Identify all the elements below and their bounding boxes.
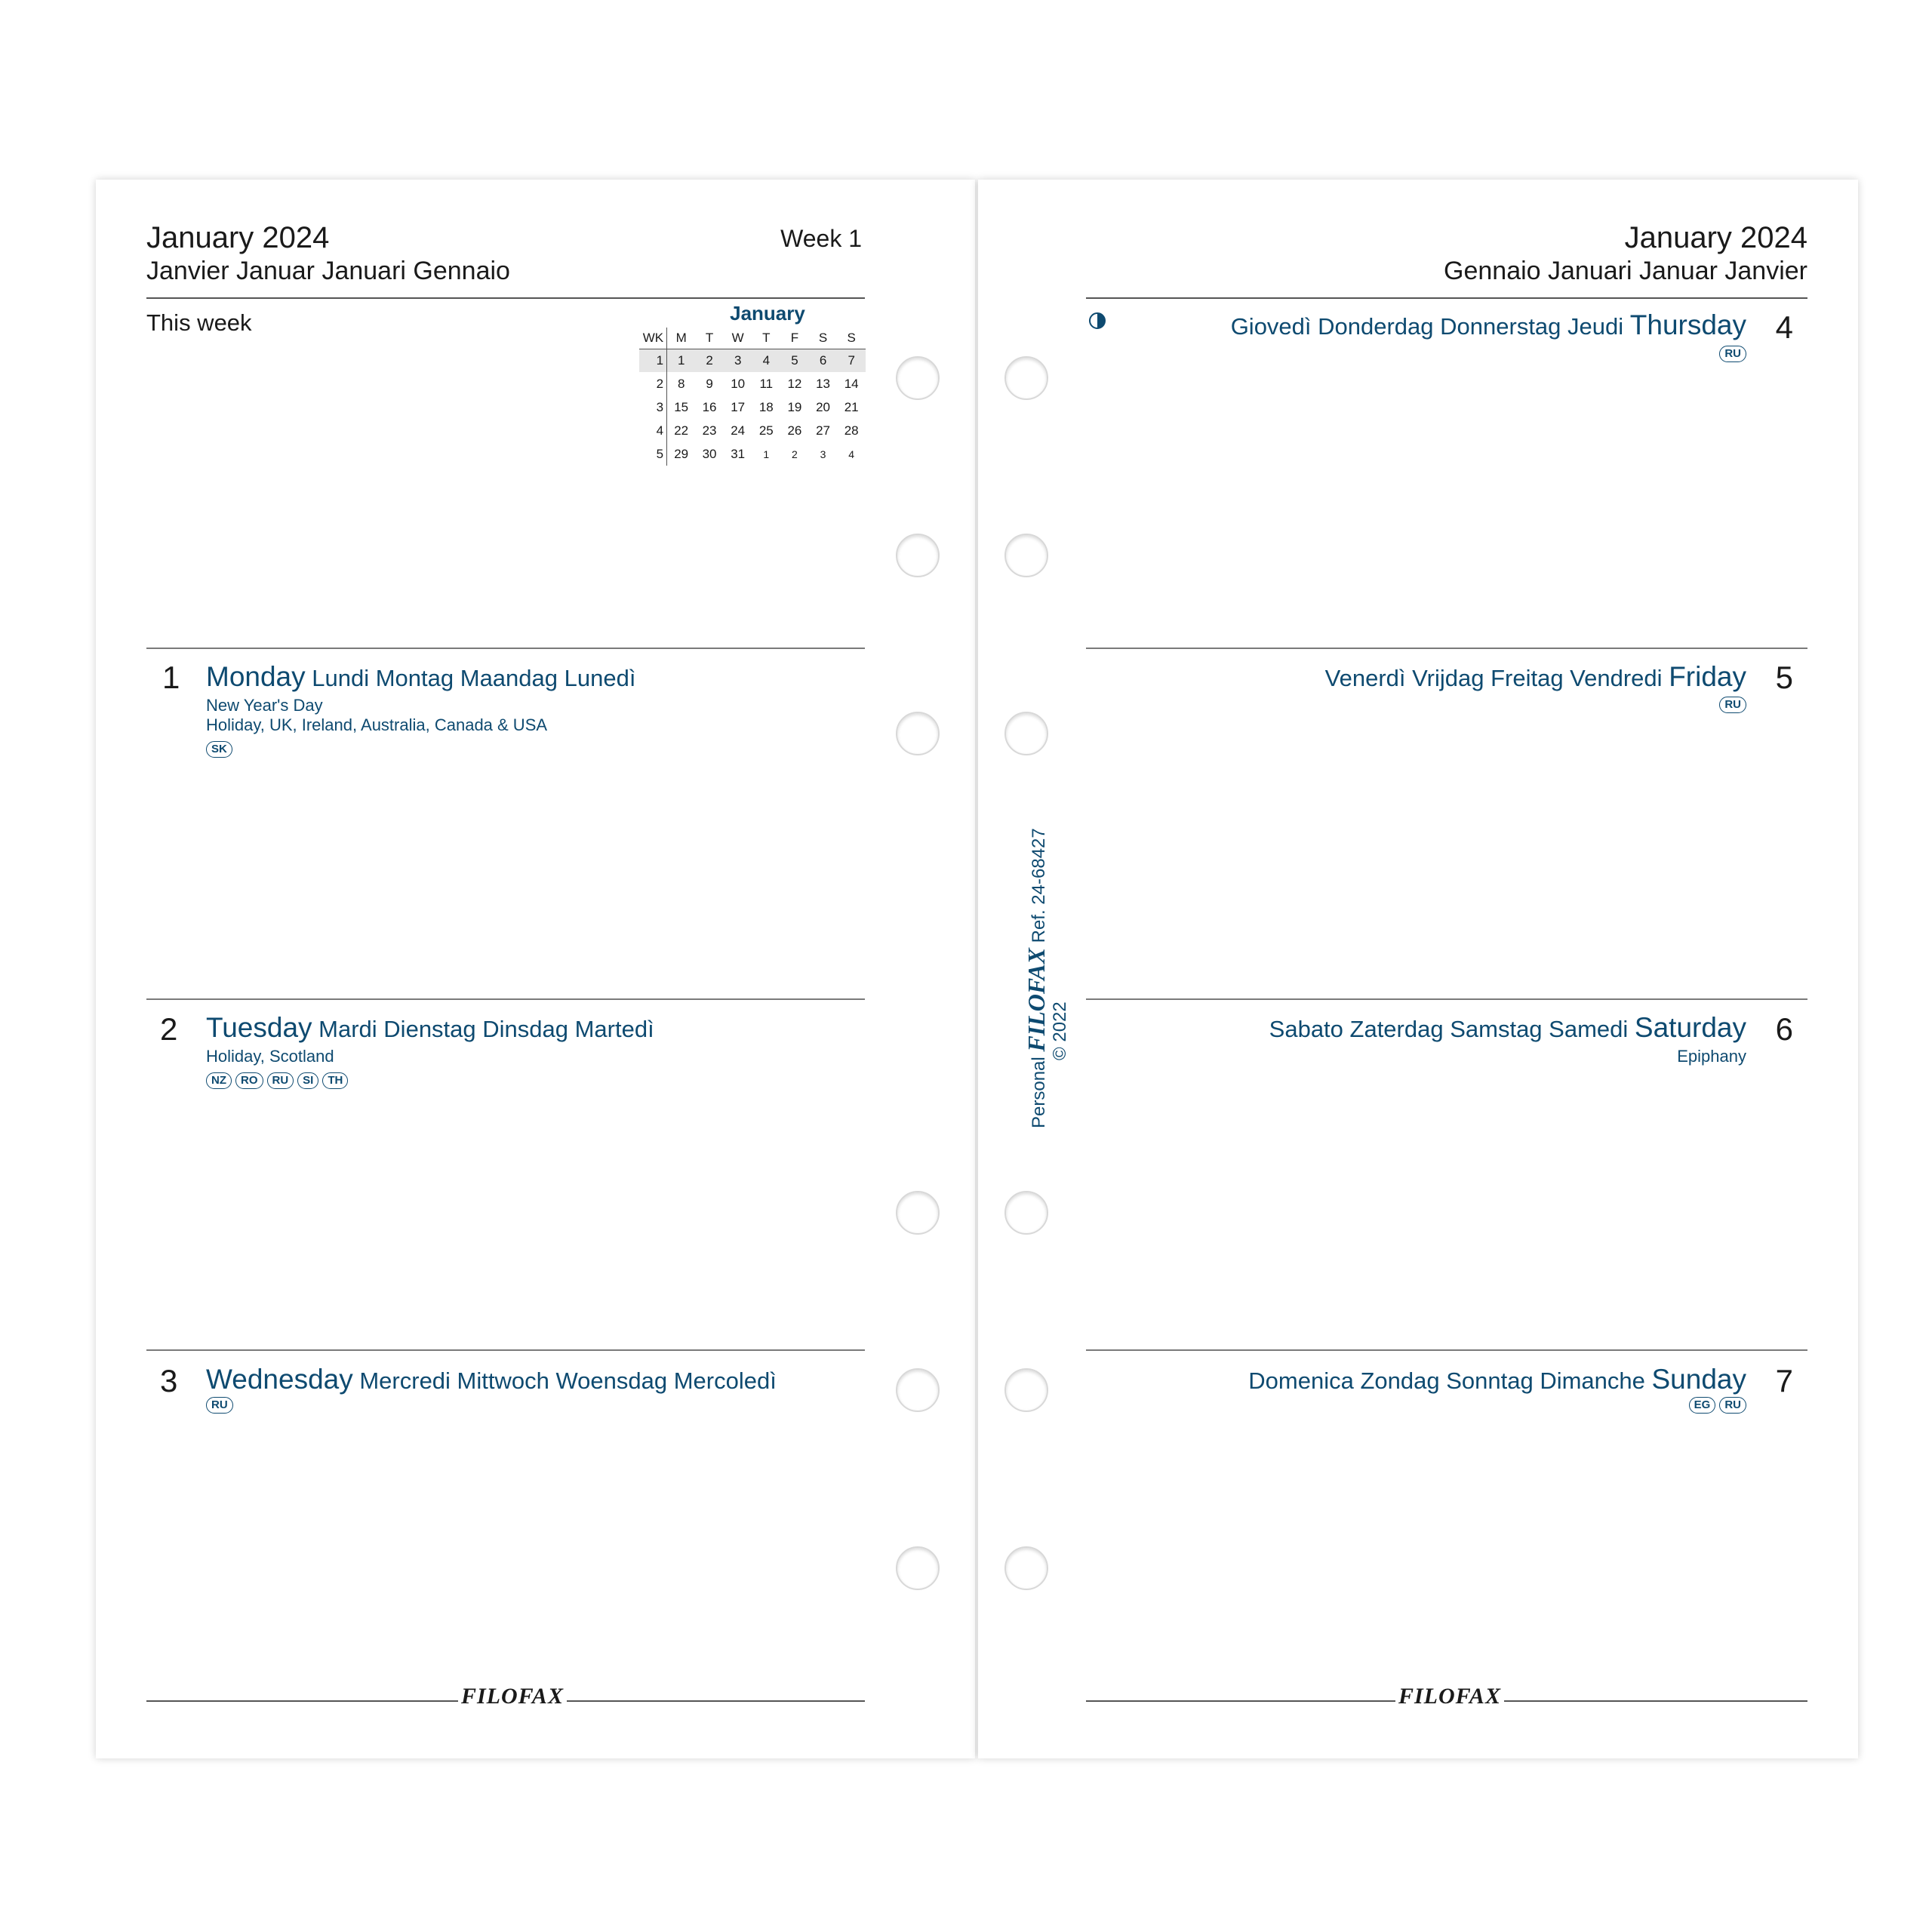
country-badge: RU	[267, 1072, 294, 1089]
mini-calendar-day-next-month: 1	[763, 448, 770, 460]
binder-hole	[1004, 1191, 1048, 1235]
spine-imprint	[1023, 828, 1071, 1128]
mini-calendar-day: 16	[702, 399, 717, 414]
week-number: Week 1	[780, 225, 862, 252]
binder-hole	[896, 356, 940, 400]
mini-calendar-day: 5	[780, 349, 809, 372]
country-badge: RU	[1719, 697, 1746, 713]
day-heading	[1269, 1012, 1746, 1044]
country-badge: EG	[1689, 1397, 1716, 1414]
mini-calendar-header: S	[809, 328, 838, 349]
day-name: Sunday	[1651, 1364, 1746, 1395]
mini-calendar-day: 10	[731, 376, 746, 391]
header-rule	[1086, 297, 1807, 299]
spine-ref: Ref. 24-68427	[1029, 828, 1049, 943]
binder-hole	[896, 1546, 940, 1590]
mini-calendar-day: 2	[695, 349, 724, 372]
mini-calendar-week-row	[639, 442, 866, 466]
day-name-translations: Giovedì Donderdag Donnerstag Jeudi	[1230, 313, 1624, 340]
mini-calendar-day: 3	[724, 349, 752, 372]
country-badges	[206, 741, 232, 758]
mini-calendar-grid	[639, 328, 866, 466]
country-badge: SI	[297, 1072, 318, 1089]
day-number: 7	[1775, 1363, 1793, 1398]
mini-calendar-day: 11	[759, 376, 774, 391]
day-name-translations: Venerdì Vrijdag Freitag Vendredi	[1324, 665, 1663, 691]
day-number: 5	[1775, 660, 1793, 695]
mini-calendar-header: S	[837, 328, 866, 349]
page-subtitle: Gennaio Januari Januar Janvier	[1444, 257, 1807, 285]
day-name-translations: Lundi Montag Maandag Lunedì	[312, 665, 636, 691]
mini-calendar-header: T	[695, 328, 724, 349]
spine-copyright: © 2022	[1050, 1001, 1070, 1060]
mini-calendar	[639, 302, 866, 466]
mini-calendar-day: 21	[844, 399, 859, 414]
binder-hole	[1004, 356, 1048, 400]
day-name-translations: Mercredi Mittwoch Woensdag Mercoledì	[359, 1367, 777, 1394]
mini-calendar-week-num: 3	[639, 395, 667, 419]
day-name-translations: Domenica Zondag Sonntag Dimanche	[1248, 1367, 1645, 1394]
mini-calendar-day: 20	[816, 399, 830, 414]
day-note: Holiday, UK, Ireland, Australia, Canada & USA	[206, 715, 548, 734]
mini-calendar-day: 15	[674, 399, 689, 414]
filofax-logo: FILOFAX	[458, 1684, 567, 1709]
country-badge: NZ	[206, 1072, 232, 1089]
mini-calendar-day: 12	[787, 376, 802, 391]
country-badges	[1719, 697, 1746, 713]
country-badges	[206, 1072, 348, 1089]
mini-calendar-day: 25	[758, 423, 774, 438]
mini-calendar-day: 4	[752, 349, 780, 372]
mini-calendar-header: WK	[639, 328, 667, 349]
mini-calendar-day-next-month: 3	[820, 448, 826, 460]
day-heading	[1248, 1364, 1746, 1395]
mini-calendar-header-row	[639, 328, 866, 349]
spine-filofax-logo: FILOFAX	[1023, 948, 1050, 1052]
header-rule	[146, 297, 865, 299]
binder-hole	[896, 712, 940, 755]
mini-calendar-day: 28	[844, 423, 859, 438]
mini-calendar-day: 13	[816, 376, 830, 391]
day-divider	[1086, 998, 1807, 1000]
binder-hole	[1004, 1546, 1048, 1590]
mini-calendar-day: 18	[758, 399, 774, 414]
day-name: Thursday	[1629, 309, 1746, 340]
country-badges	[206, 1397, 233, 1414]
mini-calendar-day-next-month: 2	[792, 448, 798, 460]
day-name: Saturday	[1634, 1012, 1746, 1043]
day-heading	[1231, 309, 1746, 341]
mini-calendar-header: M	[667, 328, 696, 349]
page-title: January 2024	[1624, 221, 1807, 254]
first-quarter-moon-icon	[1089, 312, 1106, 329]
mini-calendar-week-row	[639, 419, 866, 442]
country-badge: TH	[322, 1072, 348, 1089]
mini-calendar-day: 8	[677, 376, 685, 391]
mini-calendar-week-row	[639, 395, 866, 419]
country-badge: RU	[1719, 346, 1746, 362]
country-badge: SK	[206, 741, 232, 758]
day-heading	[206, 661, 635, 693]
day-number: 4	[1775, 309, 1793, 345]
mini-calendar-day: 1	[667, 349, 696, 372]
mini-calendar-week-row	[639, 349, 866, 372]
mini-calendar-day: 30	[702, 446, 717, 461]
day-note: Epiphany	[1677, 1047, 1746, 1066]
mini-calendar-day: 6	[809, 349, 838, 372]
mini-calendar-day: 23	[702, 423, 717, 438]
day-name: Friday	[1669, 661, 1746, 692]
mini-calendar-day: 22	[674, 423, 689, 438]
mini-calendar-day: 9	[706, 376, 713, 391]
day-name: Tuesday	[206, 1012, 312, 1043]
day-name-translations: Mardi Dienstag Dinsdag Martedì	[318, 1016, 654, 1042]
right-page	[978, 180, 1858, 1758]
mini-calendar-week-num: 4	[639, 419, 667, 442]
day-divider	[146, 648, 865, 649]
day-divider	[146, 1349, 865, 1351]
day-number: 2	[160, 1011, 178, 1047]
day-heading	[206, 1364, 777, 1395]
day-heading	[1325, 661, 1746, 693]
spine-size: Personal	[1029, 1057, 1049, 1128]
mini-calendar-header: F	[780, 328, 809, 349]
mini-calendar-header: W	[724, 328, 752, 349]
binder-hole	[1004, 712, 1048, 755]
mini-calendar-month: January	[730, 302, 805, 325]
this-week-label: This week	[146, 309, 252, 336]
mini-calendar-day-next-month: 4	[848, 448, 855, 460]
day-divider	[1086, 1349, 1807, 1351]
mini-calendar-day: 26	[787, 423, 802, 438]
day-name: Wednesday	[206, 1364, 353, 1395]
day-divider	[1086, 648, 1807, 649]
mini-calendar-header: T	[752, 328, 780, 349]
country-badge: RU	[1719, 1397, 1746, 1414]
mini-calendar-day: 7	[837, 349, 866, 372]
binder-hole	[896, 1191, 940, 1235]
binder-hole	[896, 534, 940, 577]
day-divider	[146, 998, 865, 1000]
mini-calendar-day: 27	[816, 423, 830, 438]
day-note: Holiday, Scotland	[206, 1047, 334, 1066]
day-number: 1	[162, 660, 180, 695]
binder-hole	[1004, 1368, 1048, 1412]
mini-calendar-week-num: 1	[639, 349, 667, 372]
mini-calendar-day: 19	[787, 399, 802, 414]
country-badges	[1719, 346, 1746, 362]
day-name-translations: Sabato Zaterdag Samstag Samedi	[1269, 1016, 1629, 1042]
left-page	[96, 180, 975, 1758]
day-number: 3	[160, 1363, 178, 1398]
day-name: Monday	[206, 661, 306, 692]
mini-calendar-day: 31	[731, 446, 746, 461]
day-number: 6	[1775, 1011, 1793, 1047]
mini-calendar-day: 17	[731, 399, 746, 414]
day-note: New Year's Day	[206, 696, 323, 715]
mini-calendar-day: 14	[844, 376, 859, 391]
mini-calendar-week-num: 5	[639, 442, 667, 466]
day-heading	[206, 1012, 654, 1044]
binder-hole	[896, 1368, 940, 1412]
mini-calendar-week-row	[639, 372, 866, 395]
mini-calendar-week-num: 2	[639, 372, 667, 395]
mini-calendar-day: 29	[674, 446, 689, 461]
binder-hole	[1004, 534, 1048, 577]
mini-calendar-day: 24	[731, 423, 746, 438]
page-subtitle: Janvier Januar Januari Gennaio	[146, 257, 510, 285]
country-badges	[1689, 1397, 1746, 1414]
spine-row-top	[1023, 828, 1050, 1128]
page-title: January 2024	[146, 221, 330, 254]
country-badge: RU	[206, 1397, 233, 1414]
country-badge: RO	[235, 1072, 263, 1089]
filofax-logo: FILOFAX	[1395, 1684, 1504, 1709]
